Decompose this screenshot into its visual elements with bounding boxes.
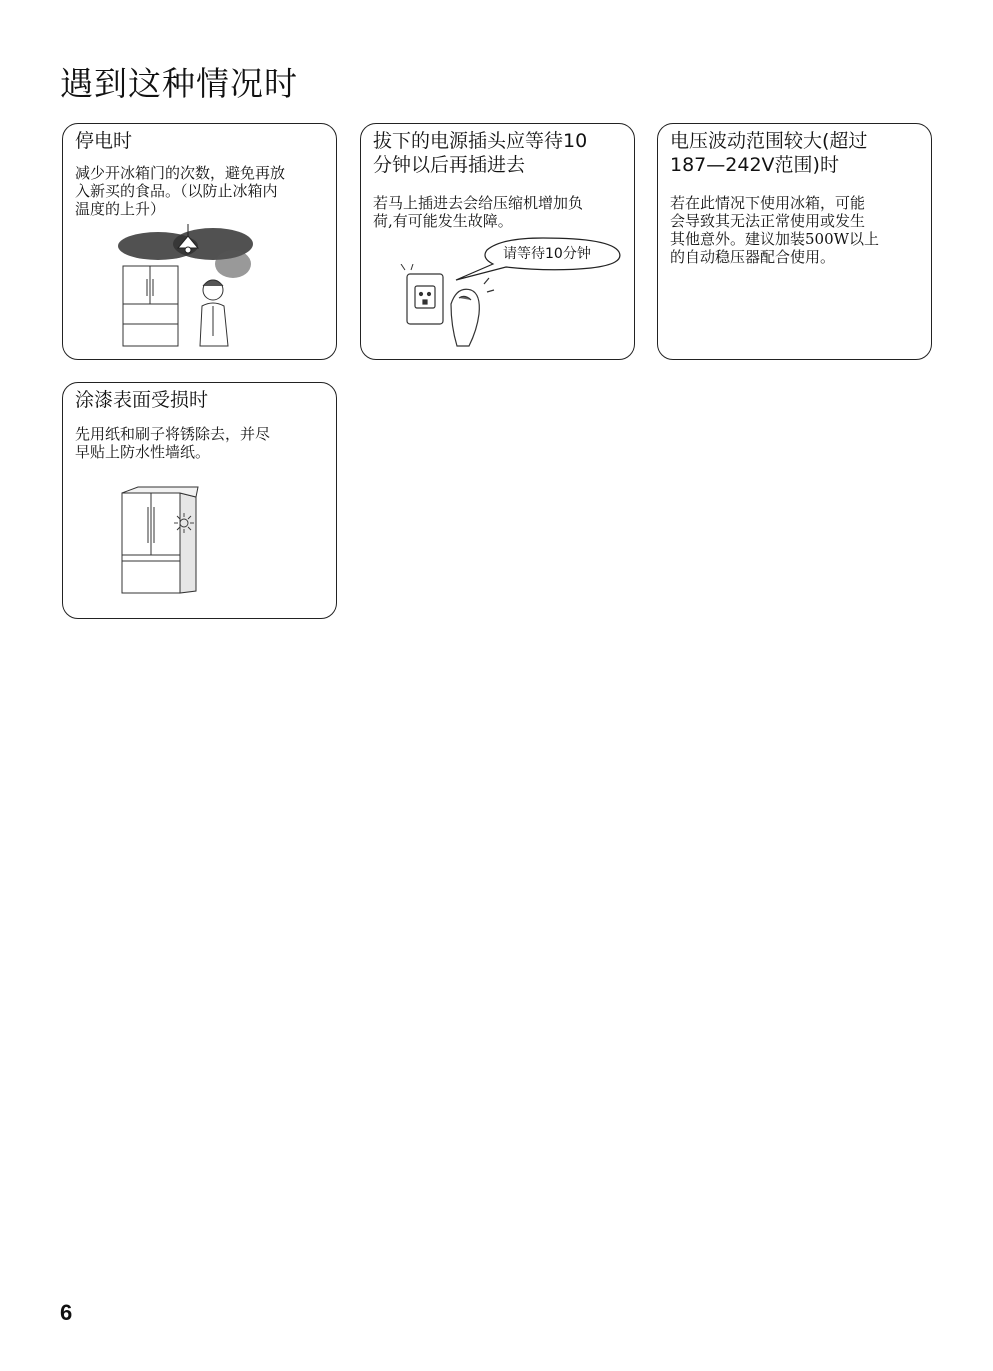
person-icon — [200, 280, 228, 346]
page-title: 遇到这种情况时 — [60, 64, 298, 103]
card-title: 拔下的电源插头应等待10 分钟以后再插进去 — [373, 130, 588, 176]
refrigerator-icon — [123, 266, 178, 346]
power-socket-icon — [407, 274, 443, 324]
card-title: 停电时 — [75, 130, 133, 152]
power-outage-illustration — [118, 224, 253, 349]
card-body: 若马上插进去会给压缩机增加负 荷,有可能发生故障。 — [373, 194, 584, 230]
card-body: 先用纸和刷子将锈除去，并尽 早贴上防水性墙纸。 — [75, 425, 271, 461]
card-paint-damage — [62, 382, 337, 619]
unplug-illustration — [399, 264, 499, 349]
card-body: 减少开冰箱门的次数，避免再放 入新买的食品。（以防止冰箱内 温度的上升） — [75, 164, 286, 218]
refrigerator-icon — [122, 487, 198, 593]
card-voltage — [657, 123, 932, 360]
paint-damage-illustration — [118, 483, 218, 595]
page-number: 6 — [60, 1300, 73, 1325]
bubble-text: 请等待10分钟 — [503, 246, 591, 262]
card-title: 涂漆表面受损时 — [75, 389, 209, 411]
card-unplug-wait — [360, 123, 635, 360]
card-title: 电压波动范围较大(超过 187—242V范围)时 — [670, 130, 868, 176]
card-body: 若在此情况下使用冰箱，可能 会导致其无法正常使用或发生 其他意外。建议加装500W以上 的自动稳压器配合使用。 — [670, 194, 880, 266]
hand-icon — [451, 278, 494, 346]
card-power-outage — [62, 123, 337, 360]
